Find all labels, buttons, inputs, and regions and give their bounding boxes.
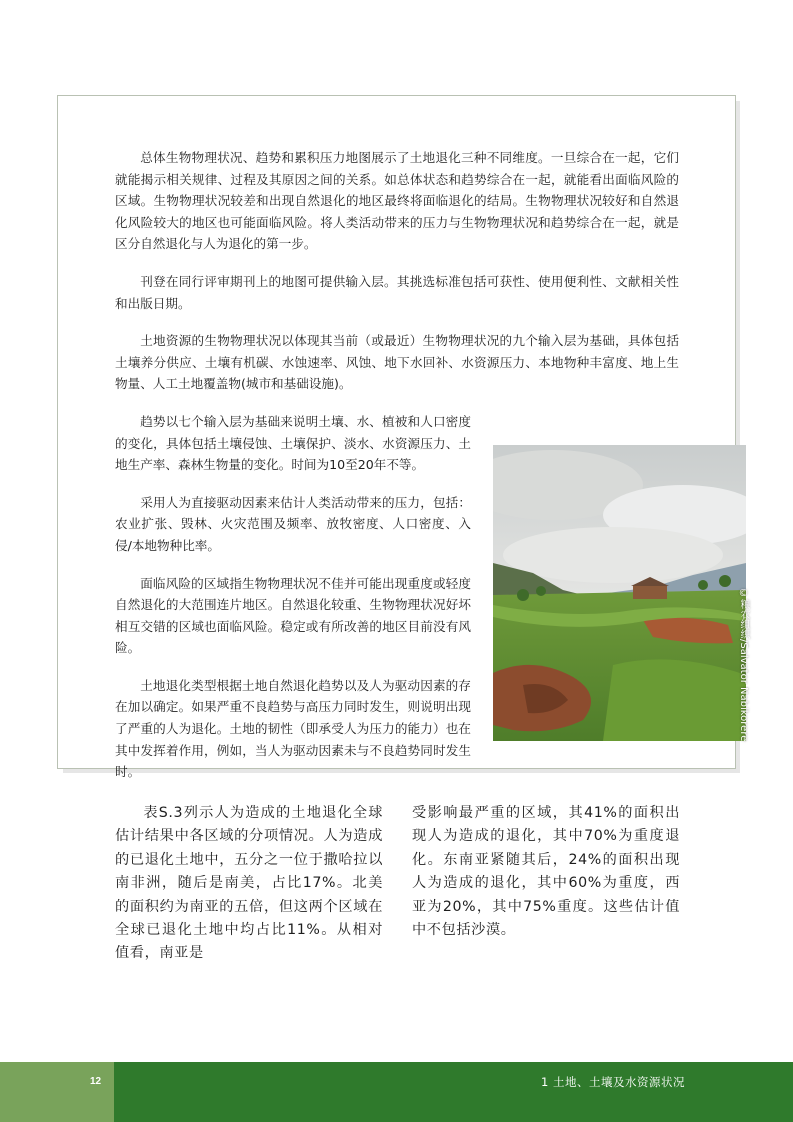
photo-credit: ©粮农组织/Salvator Nabikorere <box>738 588 749 742</box>
body-left-column: 表S.3列示人为造成的土地退化全球估计结果中各区域的分项情况。人为造成的已退化土地中，五分之一位于撒哈拉以南非洲，随后是南美，占比17%。北美的面积约为南亚的五倍，但这两个区域在全球已退化土地中均占比11%。从相对值看，南亚是 <box>115 805 383 962</box>
body-right-column: 受影响最严重的区域，其41%的面积出现人为造成的退化，其中70%为重度退化。东南亚紧随其后，24%的面积出现人为造成的退化，其中60%为重度，西亚为20%，其中75%重度。这些估计值中不包括沙漠。 <box>412 805 680 939</box>
page-footer <box>0 1062 793 1122</box>
box-paragraph-4: 趋势以七个输入层为基础来说明土壤、水、植被和人口密度的变化，具体包括土壤侵蚀、土壤保护、淡水、水资源压力、土地生产率、森林生物量的变化。时间为10至20年不等。 <box>115 413 471 473</box>
box-paragraph-7: 土地退化类型根据土地自然退化趋势以及人为驱动因素的存在加以确定。如果严重不良趋势与高压力同时发生，则说明出现了严重的人为退化。土地的韧性（即承受人为压力的能力）也在其中发挥着作用，例如，当人为驱动因素未与不良趋势同时发生时。 <box>115 677 471 780</box>
box-paragraph-3: 土地资源的生物物理状况以体现其当前（或最近）生物物理状况的九个输入层为基础，具体包括土壤养分供应、土壤有机碳、水蚀速率、风蚀、地下水回补、水资源压力、本地物种丰富度、地上生物量、人工土地覆盖物(城市和基础设施)。 <box>115 333 679 392</box>
footer-right-band <box>114 1062 793 1122</box>
box-paragraph-1: 总体生物物理状况、趋势和累积压力地图展示了土地退化三种不同维度。一旦综合在一起，它们就能揭示相关规律、过程及其原因之间的关系。如总体状态和趋势综合在一起，就能看出面临风险的区域。生物物理状况较差和出现自然退化的地区最终将面临退化的结局。生物物理状况较好和自然退化风险较大的地区也可能面临风险。将人类活动带来的压力与生物物理状况和趋势综合在一起，就是区分自然退化与人为退化的第一步。 <box>115 150 679 252</box>
box-paragraph-2: 刊登在同行评审期刊上的地图可提供输入层。其挑选标准包括可获性、使用便利性、文献相关性和出版日期。 <box>115 273 679 311</box>
box-paragraph-5: 采用人为直接驱动因素来估计人类活动带来的压力，包括：农业扩张、毁林、火灾范围及频率、放牧密度、人口密度、入侵/本地物种比率。 <box>115 494 471 553</box>
footer-left-band <box>0 1062 114 1122</box>
landscape-photo <box>493 445 746 741</box>
chapter-title: 1 土地、土壤及水资源状况 <box>541 1075 685 1089</box>
page-number: 12 <box>90 1076 102 1087</box>
box-paragraph-6: 面临风险的区域指生物物理状况不佳并可能出现重度或轻度自然退化的大范围连片地区。自然退化较重、生物物理状况好坏相互交错的区域也面临风险。稳定或有所改善的地区目前没有风险。 <box>115 575 471 656</box>
